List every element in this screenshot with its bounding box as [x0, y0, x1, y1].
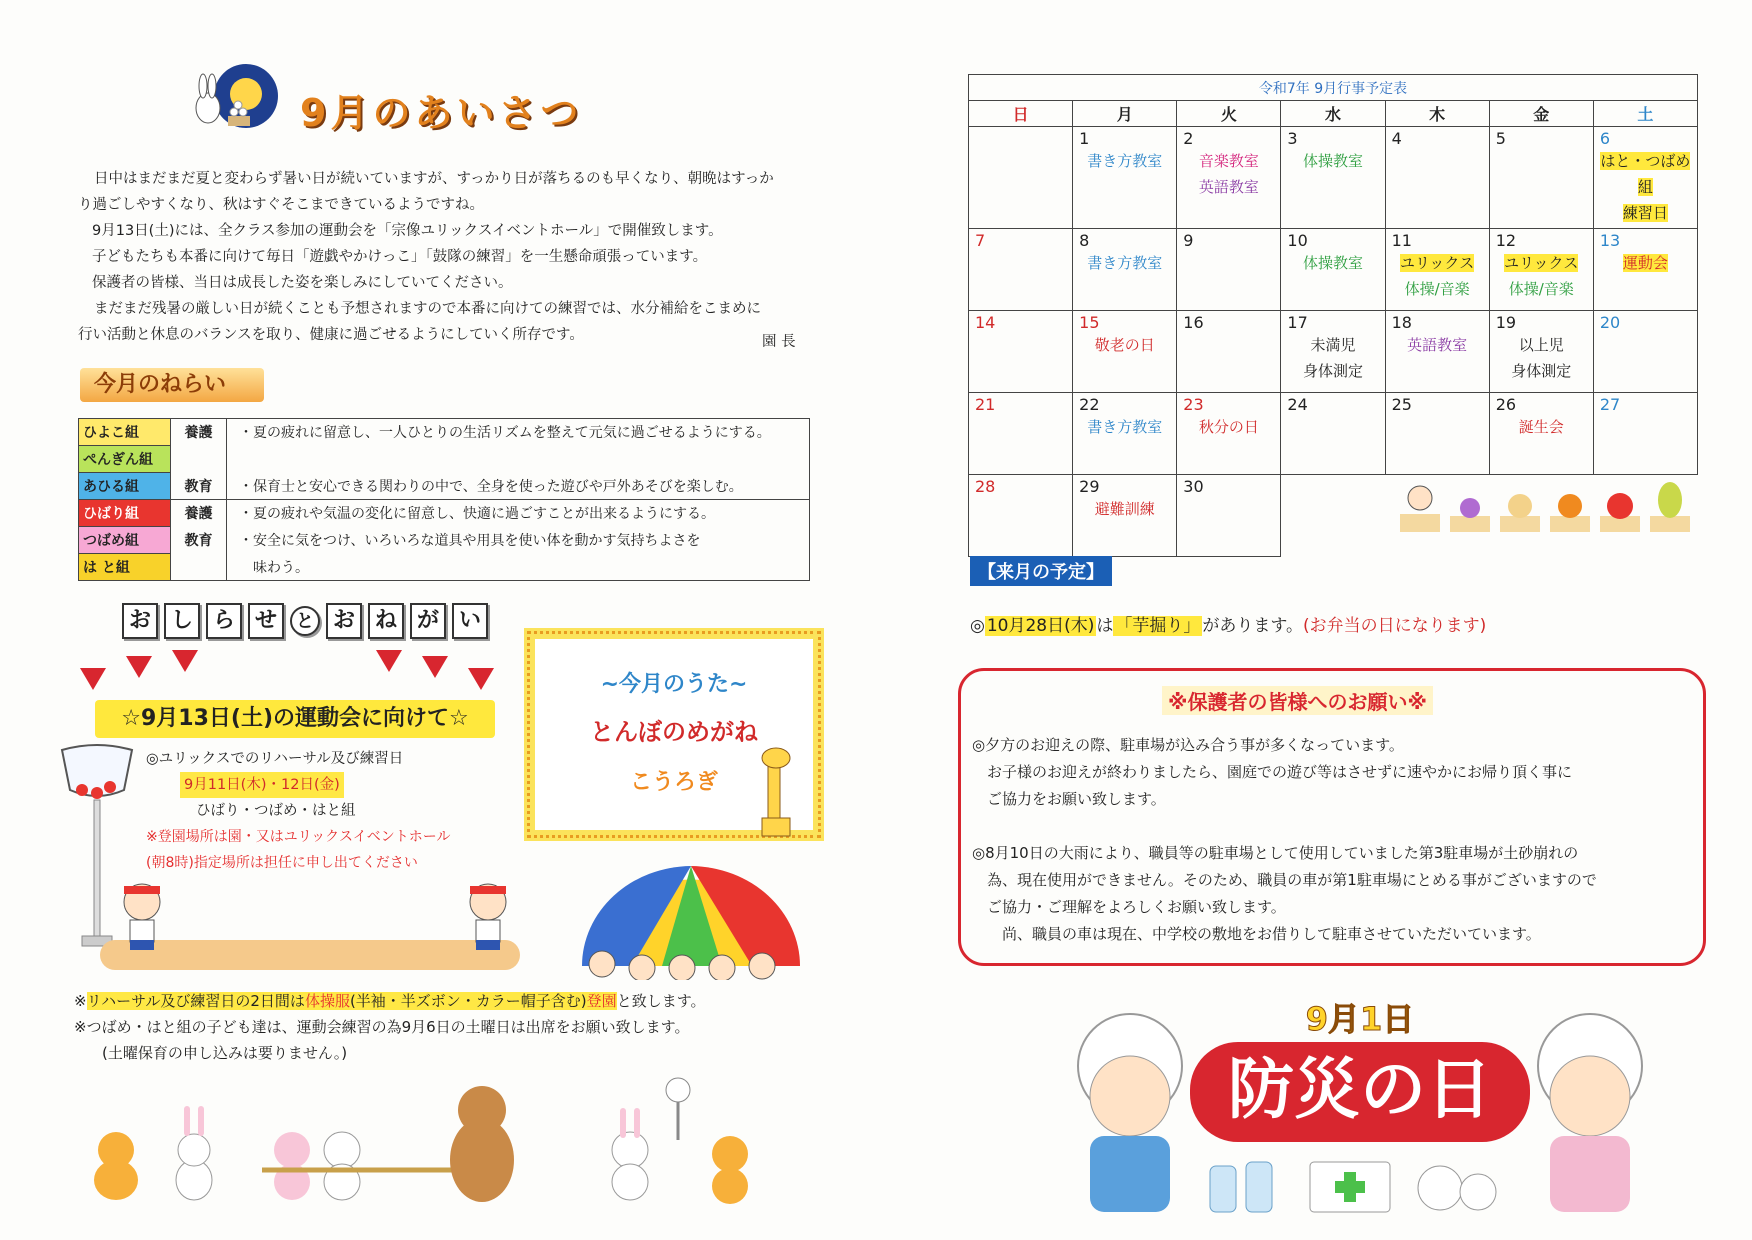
aim-text: ・安全に気をつけ、いろいろな道具や用具を使い体を動かす気持ちよさを — [227, 527, 810, 554]
day-number: 5 — [1495, 129, 1506, 148]
calendar-week — [969, 311, 1698, 393]
day-number: 27 — [1599, 395, 1621, 414]
day-number: 19 — [1495, 313, 1517, 332]
request-line: 尚、職員の車は現在、中学校の敷地をお借りして駐車させていただいています。 — [972, 925, 1541, 943]
calendar-day — [1281, 229, 1385, 311]
song-title: こうろぎ — [629, 770, 718, 795]
day-number: 1 — [1079, 129, 1090, 148]
calendar-event: 誕生会 — [1518, 418, 1564, 436]
day-of-week: 土 — [1593, 101, 1697, 127]
next-month-title: 【来月の予定】 — [970, 556, 1112, 586]
giraffe-illustration — [748, 740, 808, 840]
calendar-event: 敬老の日 — [1094, 336, 1155, 354]
calendar-week — [969, 127, 1698, 229]
day-number: 23 — [1183, 395, 1204, 414]
bunting-flag — [172, 650, 198, 672]
day-of-week: 水 — [1281, 101, 1385, 127]
monthly-aims-title: 今月のねらい — [80, 368, 264, 402]
calendar-day — [969, 127, 1073, 229]
day-number: 7 — [975, 231, 986, 250]
day-number: 21 — [975, 395, 996, 414]
day-of-week: 月 — [1073, 101, 1177, 127]
calendar-day — [1593, 311, 1697, 393]
greeting-line: 保護者の皆様、当日は成長した姿を楽しみにしていてください。 — [92, 275, 513, 291]
request-line — [972, 813, 1692, 840]
song-title: とんぼのめがね — [590, 718, 758, 746]
calendar-event: 音楽教室 — [1198, 152, 1259, 170]
title-char: し — [164, 603, 200, 639]
table-row — [79, 554, 810, 581]
day-number: 24 — [1287, 395, 1308, 414]
greeting-line: 9月13日(土)には、全クラス参加の運動会を「宗像ユリックスイベントホール」で開催致します。 — [92, 223, 723, 239]
day-number: 22 — [1079, 395, 1100, 414]
title-char: が — [410, 603, 446, 639]
greeting-line: 行い活動と休息のバランスを取り、健康に過ごせるようにしていく所存です。 — [78, 327, 584, 343]
request-line: お子様のお迎えが終わりましたら、園庭での遊び等はさせずに速やかにお帰り頂く事に — [972, 763, 1573, 781]
day-number: 12 — [1495, 231, 1517, 250]
day-number: 2 — [1183, 129, 1194, 148]
class-name: ひばり組 — [79, 500, 171, 527]
table-row — [79, 419, 810, 446]
notice-title — [122, 603, 488, 639]
parent-request-title: ※保護者の皆様へのお願い※ — [1162, 686, 1433, 715]
aim-kind: 養護 — [171, 500, 227, 527]
moon-rabbit-illustration — [188, 62, 283, 132]
class-name: つばめ組 — [79, 527, 171, 554]
table-row — [79, 500, 810, 527]
aim-kind: 教育 — [171, 473, 227, 500]
calendar-day — [1073, 127, 1177, 229]
class-name: ひよこ組 — [79, 419, 171, 446]
table-row — [79, 527, 810, 554]
day-number: 8 — [1079, 231, 1090, 250]
bunting-flag — [468, 668, 494, 690]
calendar-event: 練習日 — [1622, 204, 1668, 222]
sports-day-notes — [74, 988, 706, 1066]
song-heading: ~今月のうた~ — [600, 672, 748, 697]
rehearsal-title: ◎ユリックスでのリハーサル及び練習日 — [146, 751, 404, 767]
class-name: は と組 — [79, 554, 171, 581]
calendar-day — [1177, 393, 1281, 475]
calendar-event: はと・つばめ組 — [1600, 152, 1691, 196]
calendar-day — [1073, 475, 1177, 557]
calendar-day — [1385, 393, 1489, 475]
calendar-day — [1281, 311, 1385, 393]
child-illustration — [112, 878, 172, 958]
day-number: 26 — [1495, 395, 1517, 414]
request-line: ◎夕方のお迎えの際、駐車場が込み合う事が多くなっています。 — [972, 736, 1404, 754]
aim-text — [227, 446, 810, 473]
day-number: 25 — [1391, 395, 1412, 414]
day-number: 16 — [1183, 313, 1204, 332]
calendar-day — [1593, 229, 1697, 311]
class-name: あひる組 — [79, 473, 171, 500]
calendar-event: 身体測定 — [1511, 362, 1572, 380]
aim-text: ・保育士と安心できる関わりの中で、全身を使った遊びや戸外あそびを楽しむ。 — [227, 473, 810, 500]
calendar-day — [1177, 475, 1281, 557]
title-char: い — [452, 603, 488, 639]
day-of-week: 火 — [1177, 101, 1281, 127]
bunting-flag — [422, 656, 448, 678]
day-of-week: 金 — [1489, 101, 1593, 127]
aim-kind: 教育 — [171, 527, 227, 554]
principal-signature: 園 長 — [762, 334, 796, 350]
child-illustration — [458, 878, 518, 958]
calendar-event: ユリックス — [1504, 254, 1579, 272]
calendar-day — [1385, 229, 1489, 311]
calendar-day — [1489, 127, 1593, 229]
greeting-title: 9月のあいさつ — [300, 91, 583, 135]
greeting-line: 子どもたちも本番に向けて毎日「遊戯やかけっこ」「鼓隊の練習」を一生懸命頑張っています。 — [92, 249, 708, 265]
calendar-day — [1281, 475, 1385, 557]
calendar-day — [1489, 393, 1593, 475]
parent-request-body — [972, 732, 1692, 948]
day-number: 9 — [1183, 231, 1194, 250]
title-char: と — [290, 606, 320, 636]
calendar-event: 体操/音楽 — [1404, 280, 1470, 298]
calendar-event: 書き方教室 — [1087, 152, 1163, 170]
rabbit-and-cat-illustration — [590, 1070, 760, 1220]
class-name: ぺんぎん組 — [79, 446, 171, 473]
day-number: 6 — [1599, 129, 1611, 148]
calendar-event: 避難訓練 — [1094, 500, 1155, 518]
rehearsal-info — [146, 746, 486, 876]
calendar-event: 以上児 — [1518, 336, 1564, 354]
calendar-day — [969, 475, 1073, 557]
request-line: 為、現在使用ができません。そのため、職員の車が第1駐車場にとめる事がございますので — [972, 871, 1597, 889]
aim-text: 味わう。 — [227, 554, 810, 581]
title-char: せ — [248, 603, 284, 639]
day-number: 15 — [1079, 313, 1100, 332]
day-number: 30 — [1183, 477, 1204, 496]
day-number: 20 — [1599, 313, 1621, 332]
table-row — [79, 446, 810, 473]
day-number: 18 — [1391, 313, 1412, 332]
rehearsal-dates: 9月11日(木)・12日(金) — [180, 772, 344, 798]
calendar-event: 体操教室 — [1302, 152, 1363, 170]
calendar-day — [1385, 127, 1489, 229]
calendar-event: 書き方教室 — [1087, 254, 1163, 272]
rehearsal-classes: ひばり・つばめ・はと組 — [196, 803, 356, 819]
greeting-body — [78, 166, 838, 348]
tug-of-war-animals-illustration — [82, 1070, 582, 1220]
aim-kind: 養護 — [171, 419, 227, 446]
bunting-flag — [376, 650, 402, 672]
calendar-day — [969, 229, 1073, 311]
title-char: お — [122, 603, 158, 639]
aim-text: ・夏の疲れに留意し、一人ひとりの生活リズムを整えて元気に過ごせるようにする。 — [227, 419, 810, 446]
title-char: お — [326, 603, 362, 639]
day-number: 4 — [1391, 129, 1402, 148]
aim-kind — [171, 446, 227, 473]
calendar-event: 英語教室 — [1407, 336, 1468, 354]
calendar-event: 身体測定 — [1302, 362, 1363, 380]
day-number: 11 — [1391, 231, 1412, 250]
calendar-event: 体操/音楽 — [1508, 280, 1574, 298]
greeting-line: り過ごしやすくなり、秋はすぐそこまできているようですね。 — [78, 197, 484, 213]
aim-text: ・夏の疲れや気温の変化に留意し、快適に過ごすことが出来るようにする。 — [227, 500, 810, 527]
calendar-event: 運動会 — [1622, 254, 1668, 272]
bousai-title: 防災の日 — [1228, 1051, 1492, 1128]
calendar-day — [1489, 229, 1593, 311]
day-number: 29 — [1079, 477, 1100, 496]
day-of-week: 木 — [1385, 101, 1489, 127]
calendar-day — [1281, 127, 1385, 229]
request-line: ◎8月10日の大雨により、職員等の駐車場として使用していました第3駐車場が土砂崩れの — [972, 844, 1579, 862]
calendar-day — [969, 311, 1073, 393]
day-number: 28 — [975, 477, 996, 496]
title-char: ね — [368, 603, 404, 639]
bousai-date: 9月1日 — [1305, 1000, 1415, 1038]
note-line: (土曜保育の申し込みは要りません。) — [102, 1044, 348, 1062]
request-line: ご協力・ご理解をよろしくお願い致します。 — [972, 898, 1286, 916]
calendar-day — [1385, 311, 1489, 393]
calendar-day — [1073, 311, 1177, 393]
calendar-event: 未満児 — [1310, 336, 1356, 354]
note-line: ※リハーサル及び練習日の2日間は体操服(半袖・半ズボン・カラー帽子含む)登園と致します。 — [74, 992, 706, 1010]
monthly-aims-table — [78, 418, 810, 581]
table-row — [79, 473, 810, 500]
calendar-event: 書き方教室 — [1087, 418, 1163, 436]
title-char: ら — [206, 603, 242, 639]
calendar-day — [1593, 127, 1697, 229]
rehearsal-note: ※登園場所は園・又はユリックスイベントホール — [146, 829, 451, 845]
rehearsal-note: (朝8時)指定場所は担任に申し出てください — [146, 855, 418, 871]
calendar-day — [1177, 127, 1281, 229]
aim-kind — [171, 554, 227, 581]
next-month-text: ◎ 10月28日(木) は 「芋掘り」 があります。(お弁当の日になります) — [970, 616, 1487, 636]
calendar-event: 秋分の日 — [1198, 418, 1259, 436]
calendar-event: 体操教室 — [1302, 254, 1363, 272]
calendar-day — [1593, 393, 1697, 475]
calendar-day — [1073, 229, 1177, 311]
calendar-day — [969, 393, 1073, 475]
fruit-train-illustration — [1396, 474, 1696, 546]
day-number: 3 — [1287, 129, 1298, 148]
calendar-event: 英語教室 — [1198, 178, 1259, 196]
day-of-week: 日 — [969, 101, 1073, 127]
calendar-week — [969, 229, 1698, 311]
calendar-day — [1177, 229, 1281, 311]
disaster-prevention-day-illustration — [1060, 986, 1664, 1216]
greeting-line: まだまだ残暑の厳しい日が続くことも予想されますので本番に向けての練習では、水分補給をこまめに — [94, 301, 761, 317]
bunting-flag — [80, 668, 106, 690]
calendar-day — [1489, 311, 1593, 393]
calendar-day — [1073, 393, 1177, 475]
calendar-title: 令和7年 9月行事予定表 — [969, 75, 1698, 101]
day-number: 10 — [1287, 231, 1308, 250]
day-number: 14 — [975, 313, 996, 332]
request-line: ご協力をお願い致します。 — [972, 790, 1166, 808]
calendar-week — [969, 393, 1698, 475]
calendar-day — [1177, 311, 1281, 393]
calendar-day — [1281, 393, 1385, 475]
sports-day-heading: ☆9月13日(土)の運動会に向けて☆ — [95, 700, 495, 738]
note-line: ※つばめ・はと組の子ども達は、運動会練習の為9月6日の土曜日は出席をお願い致します。 — [74, 1018, 690, 1036]
greeting-line: 日中はまだまだ夏と変わらず暑い日が続いていますが、すっかり日が落ちるのも早くなり、朝晩はすっか — [94, 171, 774, 187]
bunting-flag — [126, 656, 152, 678]
day-number: 17 — [1287, 313, 1308, 332]
parachute-play-illustration — [572, 856, 810, 980]
calendar-event: ユリックス — [1400, 254, 1475, 272]
day-number: 13 — [1599, 231, 1621, 250]
